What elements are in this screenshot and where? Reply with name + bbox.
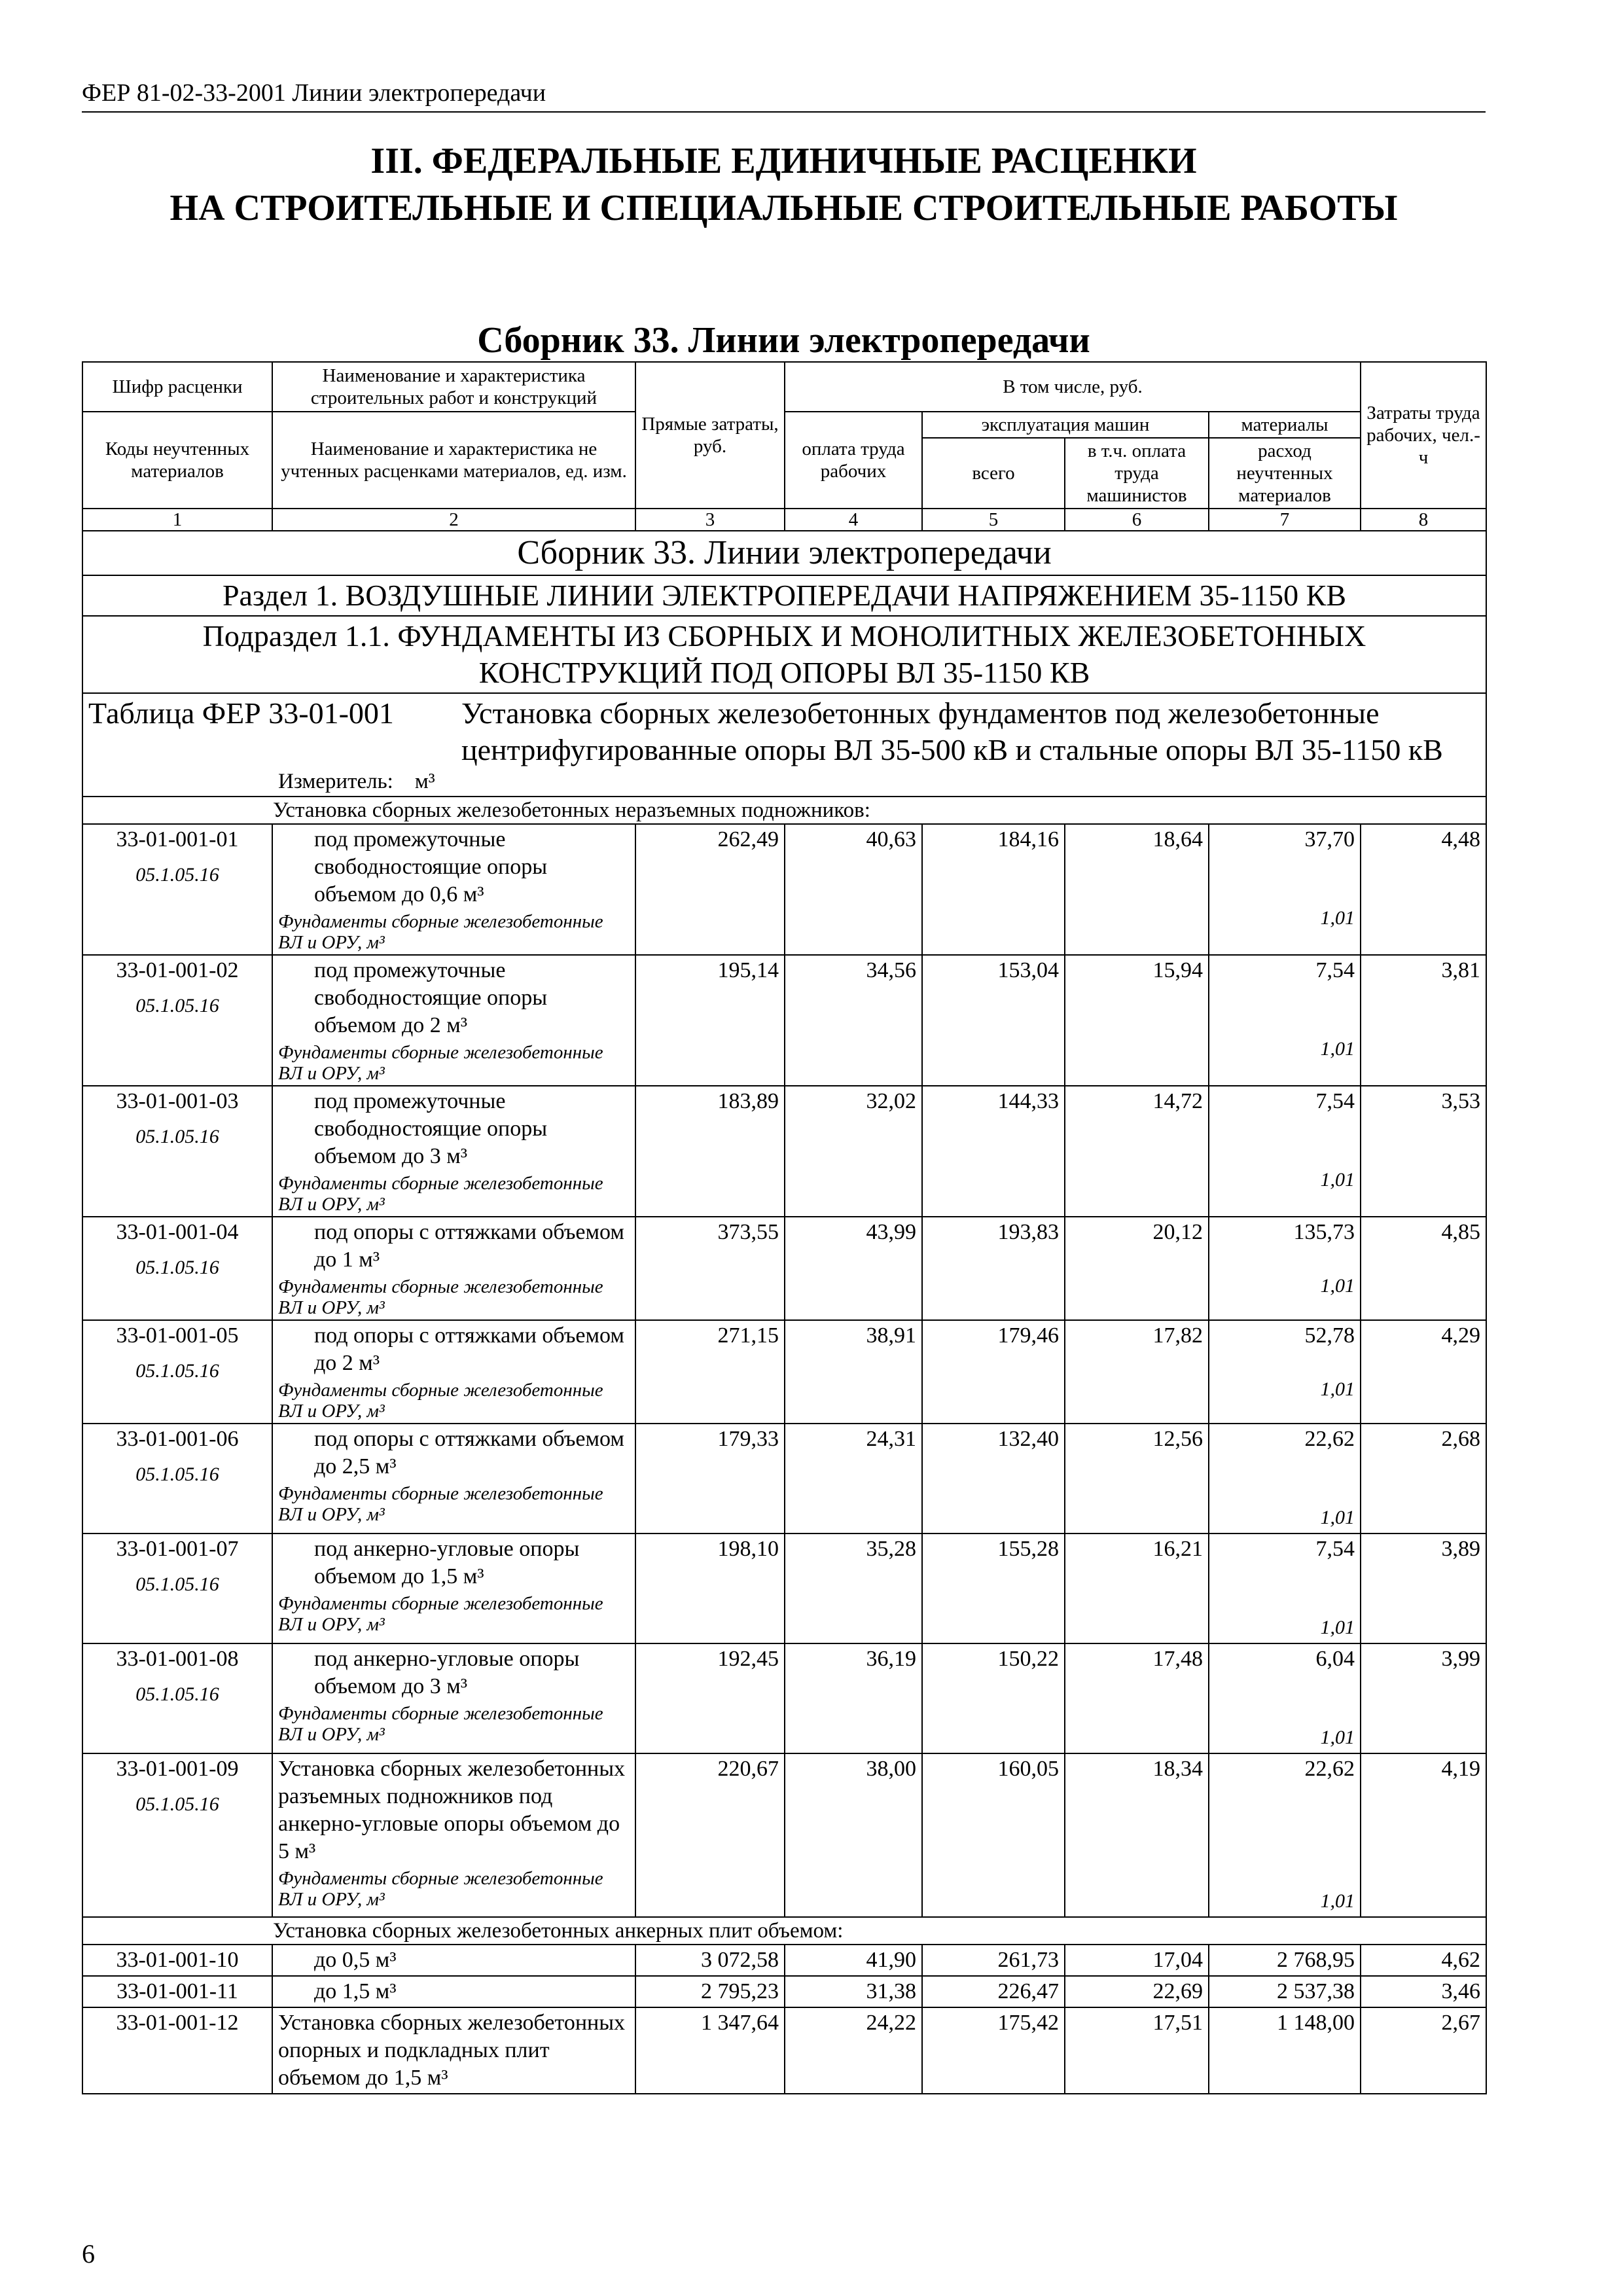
spacer bbox=[1215, 1350, 1355, 1376]
value-machinists: 16,21 bbox=[1065, 1534, 1209, 1643]
value-machines: 132,40 bbox=[922, 1424, 1065, 1534]
material-quantity: 1,01 bbox=[1320, 1890, 1355, 1912]
rate-name: Установка сборных железобетонных разъемных подножников под анкерно-угловые опоры объемом до 5 м³ bbox=[278, 1757, 626, 1863]
header-mat-codes: Коды неучтенных материалов bbox=[82, 412, 272, 509]
value-labor-cost: 35,28 bbox=[785, 1534, 922, 1643]
spacer bbox=[1215, 1115, 1355, 1166]
value-labor: 3,46 bbox=[1361, 1976, 1486, 2007]
rate-name: под опоры с оттяжками объемом до 2,5 м³ bbox=[314, 1427, 624, 1479]
rate-code: 33-01-001-06 bbox=[116, 1427, 239, 1451]
col-number: 6 bbox=[1065, 509, 1209, 531]
main-title-line-1: III. ФЕДЕРАЛЬНЫЕ ЕДИНИЧНЫЕ РАСЦЕНКИ bbox=[370, 141, 1197, 181]
value-materials-cell bbox=[1209, 1534, 1361, 1643]
rate-code-cell bbox=[82, 1753, 272, 1917]
value-labor: 3,53 bbox=[1361, 1086, 1486, 1217]
rate-name-cell bbox=[272, 1424, 635, 1534]
table-title bbox=[82, 693, 1486, 797]
rate-name: под анкерно-угловые опоры объемом до 3 м³ bbox=[314, 1647, 580, 1698]
value-machines: 184,16 bbox=[922, 824, 1065, 955]
rate-row bbox=[82, 1534, 1486, 1643]
value-labor-cost: 36,19 bbox=[785, 1643, 922, 1753]
rate-code: 33-01-001-12 bbox=[116, 2011, 239, 2035]
material-name: Фундаменты сборные железобетонные ВЛ и ОРУ, м³ bbox=[278, 1042, 603, 1084]
header-machines-total: всего bbox=[922, 438, 1065, 509]
value-direct: 373,55 bbox=[635, 1217, 785, 1320]
material-code: 05.1.05.16 bbox=[135, 1683, 219, 1705]
rate-code: 33-01-001-08 bbox=[116, 1647, 239, 1671]
rate-code-cell bbox=[82, 1086, 272, 1217]
material-name: Фундаменты сборные железобетонные ВЛ и ОРУ, м³ bbox=[278, 1593, 603, 1635]
material-quantity: 1,01 bbox=[1320, 1617, 1355, 1638]
rate-code-cell bbox=[82, 1424, 272, 1534]
rate-row bbox=[82, 955, 1486, 1086]
main-title-line-2: НА СТРОИТЕЛЬНЫЕ И СПЕЦИАЛЬНЫЕ СТРОИТЕЛЬНЫЕ РАБОТЫ bbox=[169, 188, 1398, 228]
spacer bbox=[1215, 984, 1355, 1035]
value-direct: 192,45 bbox=[635, 1643, 785, 1753]
value-labor: 2,67 bbox=[1361, 2007, 1486, 2094]
section-band: Раздел 1. ВОЗДУШНЫЕ ЛИНИИ ЭЛЕКТРОПЕРЕДАЧИ НАПРЯЖЕНИЕМ 35-1150 КВ bbox=[82, 575, 1486, 616]
rate-row bbox=[82, 1320, 1486, 1424]
material-code: 05.1.05.16 bbox=[135, 1126, 219, 1147]
rate-code: 33-01-001-04 bbox=[116, 1220, 239, 1244]
header-machines: эксплуатация машин bbox=[922, 412, 1209, 438]
rate-code-cell bbox=[82, 1534, 272, 1643]
spacer bbox=[1215, 1673, 1355, 1724]
rate-name-cell bbox=[272, 2007, 635, 2094]
rate-code-cell bbox=[82, 2007, 272, 2094]
spacer bbox=[1215, 1783, 1355, 1888]
rate-name-cell bbox=[272, 1320, 635, 1424]
value-labor: 4,62 bbox=[1361, 1945, 1486, 1976]
material-code: 05.1.05.16 bbox=[135, 1360, 219, 1382]
rate-row bbox=[82, 1424, 1486, 1534]
value-materials: 135,73 bbox=[1293, 1220, 1355, 1244]
value-labor: 3,99 bbox=[1361, 1643, 1486, 1753]
table-header bbox=[82, 362, 1486, 531]
value-machines: 193,83 bbox=[922, 1217, 1065, 1320]
header-name: Наименование и характеристика строительных работ и конструкций bbox=[272, 362, 635, 412]
rate-name: до 1,5 м³ bbox=[314, 1979, 397, 2003]
header-code: Шифр расценки bbox=[82, 362, 272, 412]
material-name: Фундаменты сборные железобетонные ВЛ и ОРУ, м³ bbox=[278, 1276, 603, 1318]
header-materials: материалы bbox=[1209, 412, 1361, 438]
rate-row bbox=[82, 2007, 1486, 2094]
value-labor-cost: 31,38 bbox=[785, 1976, 922, 2007]
measure-label: Измеритель: bbox=[278, 770, 393, 793]
value-materials: 2 768,95 bbox=[1277, 1948, 1355, 1972]
value-machinists: 18,34 bbox=[1065, 1753, 1209, 1917]
running-header: ФЕР 81-02-33-2001 Линии электропередачи bbox=[82, 79, 1486, 113]
material-code: 05.1.05.16 bbox=[135, 1463, 219, 1485]
page-number: 6 bbox=[82, 2239, 95, 2269]
value-labor: 3,81 bbox=[1361, 955, 1486, 1086]
value-materials-cell bbox=[1209, 824, 1361, 955]
rate-name: под опоры с оттяжками объемом до 2 м³ bbox=[314, 1323, 624, 1375]
material-code: 05.1.05.16 bbox=[135, 995, 219, 1016]
collection-title: Сборник 33. Линии электропередачи bbox=[477, 320, 1090, 361]
rate-code-cell bbox=[82, 824, 272, 955]
material-name: Фундаменты сборные железобетонные ВЛ и ОРУ, м³ bbox=[278, 1703, 603, 1745]
material-name: Фундаменты сборные железобетонные ВЛ и ОРУ, м³ bbox=[278, 1483, 603, 1525]
material-quantity: 1,01 bbox=[1320, 1275, 1355, 1297]
rate-name-cell bbox=[272, 1086, 635, 1217]
rate-code: 33-01-001-11 bbox=[116, 1979, 238, 2003]
value-labor: 3,89 bbox=[1361, 1534, 1486, 1643]
rate-name: под опоры с оттяжками объемом до 1 м³ bbox=[314, 1220, 624, 1272]
value-machinists: 15,94 bbox=[1065, 955, 1209, 1086]
header-incl: В том числе, руб. bbox=[785, 362, 1361, 412]
value-materials-cell bbox=[1209, 1217, 1361, 1320]
header-machinists: в т.ч. оплата труда машинистов bbox=[1065, 438, 1209, 509]
value-direct: 271,15 bbox=[635, 1320, 785, 1424]
value-labor-cost: 38,91 bbox=[785, 1320, 922, 1424]
value-machinists: 17,04 bbox=[1065, 1945, 1209, 1976]
value-materials: 7,54 bbox=[1315, 958, 1355, 982]
rate-name-cell bbox=[272, 1945, 635, 1976]
rate-name: под промежуточные свободностоящие опоры объемом до 0,6 м³ bbox=[314, 827, 548, 906]
value-materials: 7,54 bbox=[1315, 1089, 1355, 1113]
value-materials: 22,62 bbox=[1304, 1427, 1355, 1451]
value-labor-cost: 41,90 bbox=[785, 1945, 922, 1976]
rate-row bbox=[82, 1945, 1486, 1976]
spacer bbox=[1215, 853, 1355, 905]
value-labor: 4,48 bbox=[1361, 824, 1486, 955]
material-name: Фундаменты сборные железобетонные ВЛ и ОРУ, м³ bbox=[278, 1868, 603, 1910]
rate-name: под промежуточные свободностоящие опоры объемом до 2 м³ bbox=[314, 958, 548, 1037]
main-title bbox=[82, 137, 1486, 232]
value-machinists: 14,72 bbox=[1065, 1086, 1209, 1217]
value-direct: 195,14 bbox=[635, 955, 785, 1086]
material-code: 05.1.05.16 bbox=[135, 1573, 219, 1595]
rate-row bbox=[82, 1217, 1486, 1320]
subsection-band: Подраздел 1.1. ФУНДАМЕНТЫ ИЗ СБОРНЫХ И МОНОЛИТНЫХ ЖЕЛЕЗОБЕТОННЫХ КОНСТРУКЦИЙ ПОД ОПОРЫ ВЛ 35-1150 КВ bbox=[82, 616, 1486, 693]
table-description: Установка сборных железобетонных фундаментов под железобетонные центрифугированные опоры ВЛ 35-500 кВ и стальные опоры ВЛ 35-1150 кВ bbox=[461, 696, 1443, 766]
value-machines: 150,22 bbox=[922, 1643, 1065, 1753]
material-quantity: 1,01 bbox=[1320, 1378, 1355, 1400]
value-labor-cost: 24,22 bbox=[785, 2007, 922, 2094]
value-materials-cell bbox=[1209, 1945, 1361, 1976]
value-machines: 261,73 bbox=[922, 1945, 1065, 1976]
value-machines: 144,33 bbox=[922, 1086, 1065, 1217]
value-machinists: 17,51 bbox=[1065, 2007, 1209, 2094]
material-code: 05.1.05.16 bbox=[135, 864, 219, 886]
rate-name-cell bbox=[272, 1643, 635, 1753]
value-direct: 3 072,58 bbox=[635, 1945, 785, 1976]
material-quantity: 1,01 bbox=[1320, 1727, 1355, 1748]
rate-code: 33-01-001-10 bbox=[116, 1948, 239, 1972]
material-code: 05.1.05.16 bbox=[135, 1793, 219, 1815]
value-materials: 6,04 bbox=[1315, 1647, 1355, 1671]
table-body bbox=[82, 531, 1486, 2094]
group-heading: Установка сборных железобетонных анкерных плит объемом: bbox=[82, 1917, 1486, 1945]
value-direct: 1 347,64 bbox=[635, 2007, 785, 2094]
header-labor: Затраты труда рабочих, чел.-ч bbox=[1361, 362, 1486, 509]
rate-code-cell bbox=[82, 1643, 272, 1753]
value-direct: 262,49 bbox=[635, 824, 785, 955]
material-name: Фундаменты сборные железобетонные ВЛ и ОРУ, м³ bbox=[278, 911, 603, 953]
value-machines: 179,46 bbox=[922, 1320, 1065, 1424]
value-labor-cost: 32,02 bbox=[785, 1086, 922, 1217]
rate-code: 33-01-001-02 bbox=[116, 958, 239, 982]
value-materials-cell bbox=[1209, 1976, 1361, 2007]
rate-name: под промежуточные свободностоящие опоры объемом до 3 м³ bbox=[314, 1089, 548, 1168]
value-machines: 175,42 bbox=[922, 2007, 1065, 2094]
rate-row bbox=[82, 1753, 1486, 1917]
rate-code: 33-01-001-09 bbox=[116, 1757, 239, 1781]
value-machinists: 18,64 bbox=[1065, 824, 1209, 955]
rate-row bbox=[82, 1976, 1486, 2007]
measure bbox=[88, 768, 1480, 795]
rate-code-cell bbox=[82, 1945, 272, 1976]
material-code: 05.1.05.16 bbox=[135, 1257, 219, 1278]
spacer bbox=[1215, 1246, 1355, 1272]
value-labor-cost: 34,56 bbox=[785, 955, 922, 1086]
value-machines: 153,04 bbox=[922, 955, 1065, 1086]
value-machines: 160,05 bbox=[922, 1753, 1065, 1917]
rate-name-cell bbox=[272, 1753, 635, 1917]
header-materials-use: расход неучтенных материалов bbox=[1209, 438, 1361, 509]
value-labor: 4,19 bbox=[1361, 1753, 1486, 1917]
collection-band: Сборник 33. Линии электропередачи bbox=[82, 531, 1486, 575]
value-direct: 179,33 bbox=[635, 1424, 785, 1534]
material-quantity: 1,01 bbox=[1320, 1169, 1355, 1191]
spacer bbox=[1215, 1453, 1355, 1504]
rate-name: Установка сборных железобетонных опорных и подкладных плит объемом до 1,5 м³ bbox=[278, 2011, 626, 2090]
value-machines: 226,47 bbox=[922, 1976, 1065, 2007]
value-materials-cell bbox=[1209, 955, 1361, 1086]
value-materials-cell bbox=[1209, 2007, 1361, 2094]
rate-row bbox=[82, 824, 1486, 955]
value-materials-cell bbox=[1209, 1753, 1361, 1917]
col-number: 7 bbox=[1209, 509, 1361, 531]
value-labor: 4,85 bbox=[1361, 1217, 1486, 1320]
header-labor-cost: оплата труда рабочих bbox=[785, 412, 922, 509]
col-number: 5 bbox=[922, 509, 1065, 531]
value-materials-cell bbox=[1209, 1086, 1361, 1217]
rate-code: 33-01-001-03 bbox=[116, 1089, 239, 1113]
header-mat-names: Наименование и характеристика не учтенных расценками материалов, ед. изм. bbox=[272, 412, 635, 509]
col-number: 4 bbox=[785, 509, 922, 531]
col-number: 8 bbox=[1361, 509, 1486, 531]
value-materials: 1 148,00 bbox=[1277, 2011, 1355, 2035]
value-direct: 183,89 bbox=[635, 1086, 785, 1217]
rate-code-cell bbox=[82, 1217, 272, 1320]
value-materials-cell bbox=[1209, 1320, 1361, 1424]
value-machinists: 17,82 bbox=[1065, 1320, 1209, 1424]
value-materials-cell bbox=[1209, 1424, 1361, 1534]
rate-name: под анкерно-угловые опоры объемом до 1,5 м³ bbox=[314, 1537, 580, 1588]
material-quantity: 1,01 bbox=[1320, 1507, 1355, 1528]
rate-code-cell bbox=[82, 1976, 272, 2007]
rate-code: 33-01-001-01 bbox=[116, 827, 239, 852]
spacer bbox=[1215, 1563, 1355, 1614]
value-materials: 37,70 bbox=[1304, 827, 1355, 852]
col-number: 1 bbox=[82, 509, 272, 531]
rate-row bbox=[82, 1643, 1486, 1753]
value-direct: 198,10 bbox=[635, 1534, 785, 1643]
value-labor-cost: 43,99 bbox=[785, 1217, 922, 1320]
value-materials: 7,54 bbox=[1315, 1537, 1355, 1561]
value-labor-cost: 38,00 bbox=[785, 1753, 922, 1917]
rate-name: до 0,5 м³ bbox=[314, 1948, 397, 1972]
material-name: Фундаменты сборные железобетонные ВЛ и ОРУ, м³ bbox=[278, 1173, 603, 1215]
rate-name-cell bbox=[272, 1217, 635, 1320]
value-machinists: 12,56 bbox=[1065, 1424, 1209, 1534]
value-direct: 220,67 bbox=[635, 1753, 785, 1917]
table-code: Таблица ФЕР 33-01-001 bbox=[88, 696, 394, 730]
value-labor: 2,68 bbox=[1361, 1424, 1486, 1534]
rate-code-cell bbox=[82, 1320, 272, 1424]
value-labor: 4,29 bbox=[1361, 1320, 1486, 1424]
rate-name-cell bbox=[272, 1976, 635, 2007]
value-machinists: 17,48 bbox=[1065, 1643, 1209, 1753]
group-heading: Установка сборных железобетонных неразъемных подножников: bbox=[82, 797, 1486, 824]
value-labor-cost: 24,31 bbox=[785, 1424, 922, 1534]
rates-table bbox=[82, 361, 1487, 2094]
value-machinists: 22,69 bbox=[1065, 1976, 1209, 2007]
value-materials: 22,62 bbox=[1304, 1757, 1355, 1781]
value-machines: 155,28 bbox=[922, 1534, 1065, 1643]
measure-unit: м³ bbox=[414, 770, 435, 793]
value-direct: 2 795,23 bbox=[635, 1976, 785, 2007]
rate-name-cell bbox=[272, 824, 635, 955]
material-quantity: 1,01 bbox=[1320, 1038, 1355, 1060]
value-machinists: 20,12 bbox=[1065, 1217, 1209, 1320]
col-number: 3 bbox=[635, 509, 785, 531]
header-direct: Прямые затраты, руб. bbox=[635, 362, 785, 509]
value-materials-cell bbox=[1209, 1643, 1361, 1753]
rate-name-cell bbox=[272, 955, 635, 1086]
material-quantity: 1,01 bbox=[1320, 907, 1355, 929]
rate-row bbox=[82, 1086, 1486, 1217]
material-name: Фундаменты сборные железобетонные ВЛ и ОРУ, м³ bbox=[278, 1380, 603, 1422]
value-materials: 52,78 bbox=[1304, 1323, 1355, 1348]
value-materials: 2 537,38 bbox=[1277, 1979, 1355, 2003]
value-labor-cost: 40,63 bbox=[785, 824, 922, 955]
rate-code: 33-01-001-05 bbox=[116, 1323, 239, 1348]
rate-code-cell bbox=[82, 955, 272, 1086]
col-number: 2 bbox=[272, 509, 635, 531]
rate-name-cell bbox=[272, 1534, 635, 1643]
rate-code: 33-01-001-07 bbox=[116, 1537, 239, 1561]
